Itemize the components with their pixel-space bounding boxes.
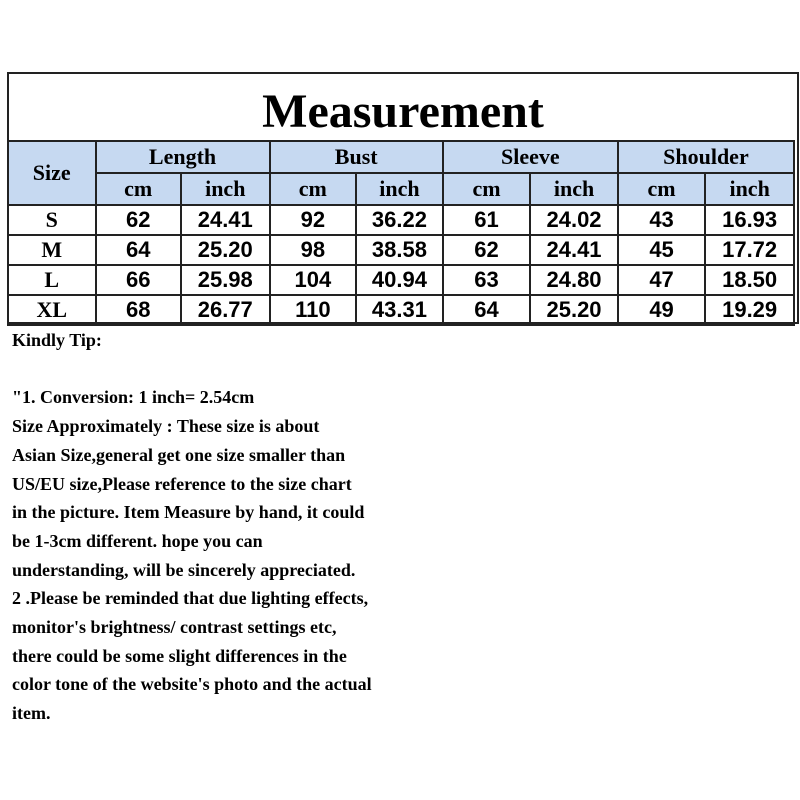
size-cell: M bbox=[8, 235, 96, 265]
value-cell: 43 bbox=[618, 205, 705, 235]
value-cell: 49 bbox=[618, 295, 705, 325]
value-cell: 24.41 bbox=[530, 235, 618, 265]
size-cell: S bbox=[8, 205, 96, 235]
value-cell: 47 bbox=[618, 265, 705, 295]
table-row bbox=[8, 295, 794, 325]
tip-line: color tone of the website's photo and the actual bbox=[12, 674, 372, 695]
value-cell: 104 bbox=[270, 265, 357, 295]
size-header: Size bbox=[8, 141, 96, 205]
tip-line: be 1-3cm different. hope you can bbox=[12, 530, 263, 551]
value-cell: 62 bbox=[96, 205, 181, 235]
value-cell: 64 bbox=[443, 295, 530, 325]
group-header-shoulder: Shoulder bbox=[618, 141, 794, 173]
value-cell: 68 bbox=[96, 295, 181, 325]
table-row bbox=[8, 205, 794, 235]
value-cell: 92 bbox=[270, 205, 357, 235]
value-cell: 63 bbox=[443, 265, 530, 295]
value-cell: 26.77 bbox=[181, 295, 270, 325]
unit-header: cm bbox=[443, 173, 530, 205]
value-cell: 40.94 bbox=[356, 265, 443, 295]
unit-row bbox=[8, 173, 794, 205]
value-cell: 66 bbox=[96, 265, 181, 295]
value-cell: 43.31 bbox=[356, 295, 443, 325]
value-cell: 16.93 bbox=[705, 205, 794, 235]
value-cell: 36.22 bbox=[356, 205, 443, 235]
tip-line: item. bbox=[12, 703, 51, 724]
value-cell: 98 bbox=[270, 235, 357, 265]
chart-title: Measurement bbox=[262, 85, 544, 138]
value-cell: 24.80 bbox=[530, 265, 618, 295]
tip-heading: Kindly Tip: bbox=[12, 330, 102, 350]
unit-header: cm bbox=[96, 173, 181, 205]
tip-line: US/EU size,Please reference to the size chart bbox=[12, 473, 352, 494]
tip-line: Size Approximately : These size is about bbox=[12, 416, 320, 437]
value-cell: 38.58 bbox=[356, 235, 443, 265]
value-cell: 18.50 bbox=[705, 265, 794, 295]
tip-line: 2 .Please be reminded that due lighting effects, bbox=[12, 588, 369, 609]
table-row bbox=[8, 265, 794, 295]
unit-header: inch bbox=[356, 173, 443, 205]
tip-line: in the picture. Item Measure by hand, it could bbox=[12, 502, 365, 523]
value-cell: 25.98 bbox=[181, 265, 270, 295]
value-cell: 45 bbox=[618, 235, 705, 265]
value-cell: 24.41 bbox=[181, 205, 270, 235]
value-cell: 64 bbox=[96, 235, 181, 265]
value-cell: 25.20 bbox=[181, 235, 270, 265]
value-cell: 25.20 bbox=[530, 295, 618, 325]
unit-header: inch bbox=[181, 173, 270, 205]
tip-line: "1. Conversion: 1 inch= 2.54cm bbox=[12, 387, 255, 408]
value-cell: 19.29 bbox=[705, 295, 794, 325]
unit-header: inch bbox=[705, 173, 794, 205]
group-header-sleeve: Sleeve bbox=[443, 141, 618, 173]
tip-line: understanding, will be sincerely appreciated. bbox=[12, 559, 356, 580]
unit-header: inch bbox=[530, 173, 618, 205]
size-cell: L bbox=[8, 265, 96, 295]
group-header-bust: Bust bbox=[270, 141, 443, 173]
value-cell: 62 bbox=[443, 235, 530, 265]
tip-line: there could be some slight differences in the bbox=[12, 645, 347, 666]
value-cell: 110 bbox=[270, 295, 357, 325]
size-chart bbox=[7, 72, 799, 324]
unit-header: cm bbox=[270, 173, 357, 205]
table-row bbox=[8, 235, 794, 265]
kindly-tip bbox=[12, 326, 372, 728]
tip-line: Asian Size,general get one size smaller than bbox=[12, 444, 346, 465]
value-cell: 61 bbox=[443, 205, 530, 235]
unit-header: cm bbox=[618, 173, 705, 205]
group-header-length: Length bbox=[96, 141, 270, 173]
tip-line: monitor's brightness/ contrast settings etc, bbox=[12, 617, 337, 638]
value-cell: 17.72 bbox=[705, 235, 794, 265]
value-cell: 24.02 bbox=[530, 205, 618, 235]
size-cell: XL bbox=[8, 295, 96, 325]
size-table bbox=[7, 140, 795, 326]
